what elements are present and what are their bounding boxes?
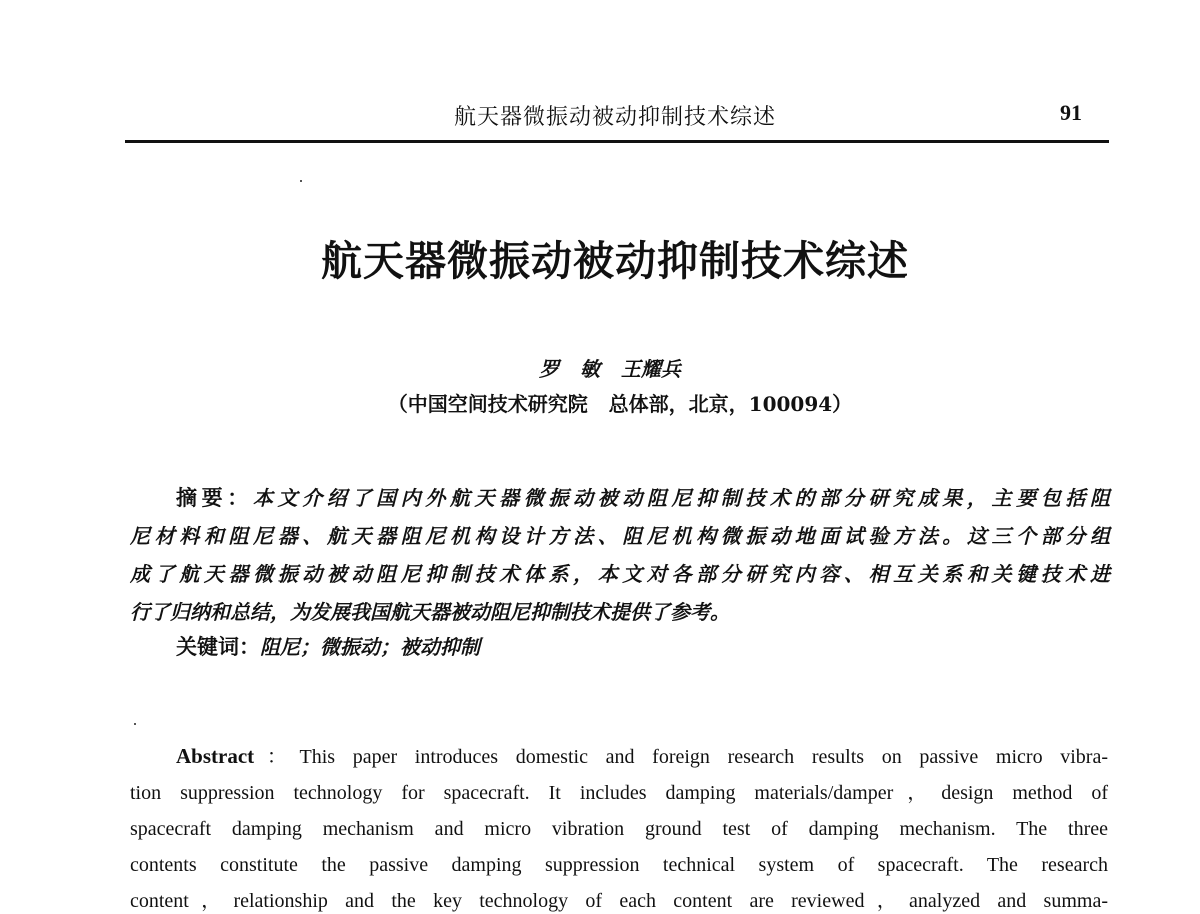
keywords-cn-text: 阻尼；微振动；被动抑制 (260, 635, 480, 659)
abstract-cn-label: 摘要： (176, 485, 253, 510)
abstract-en-line: contents constitute the passive damping suppression technical system of spacecraft. The research (130, 854, 1108, 876)
abstract-cn-line: 成了航天器微振动被动阻尼抑制技术体系，本文对各部分研究内容、相互关系和关键技术进 (130, 562, 1110, 586)
affiliation: （中国空间技术研究院 总体部，北京，100094） (387, 392, 853, 416)
running-title: 航天器微振动被动抑制技术综述 (453, 105, 776, 130)
abstract-cn-line: 尼材料和阻尼器、航天器阻尼机构设计方法、阻尼机构微振动地面试验方法。这三个部分组 (130, 524, 1110, 548)
keywords-cn (176, 631, 480, 661)
authors: 罗 敏 王耀兵 (539, 357, 681, 381)
paper-title: 航天器微振动被动抑制技术综述 (321, 237, 909, 285)
abstract-cn-line (130, 479, 1110, 517)
scan-speck (300, 180, 302, 182)
abstract-en-line (130, 738, 1108, 775)
abstract-en-text: ：This paper introduces domestic and foreign research results on passive micro vibra- (254, 746, 1108, 768)
abstract-en-line: tion suppression technology for spacecraft. It includes damping materials/damper，design method of (130, 782, 1108, 804)
header-rule (125, 140, 1109, 143)
keywords-cn-label: 关键词： (176, 634, 260, 659)
abstract-cn-text: 本文介绍了国内外航天器微振动被动阻尼抑制技术的部分研究成果，主要包括阻 (252, 486, 1111, 510)
abstract-cn-line: 行了归纳和总结，为发展我国航天器被动阻尼抑制技术提供了参考。 (130, 600, 730, 624)
abstract-en-label: Abstract (176, 744, 255, 768)
abstract-en (130, 738, 1108, 914)
abstract-en-line: spacecraft damping mechanism and micro vibration ground test of damping mechanism. The three (130, 818, 1108, 840)
scan-speck (134, 723, 136, 725)
page-number: 91 (1060, 100, 1082, 125)
abstract-en-line: content，relationship and the key technology of each content are reviewed，analyzed and summa- (130, 890, 1108, 912)
abstract-cn (130, 479, 1110, 631)
